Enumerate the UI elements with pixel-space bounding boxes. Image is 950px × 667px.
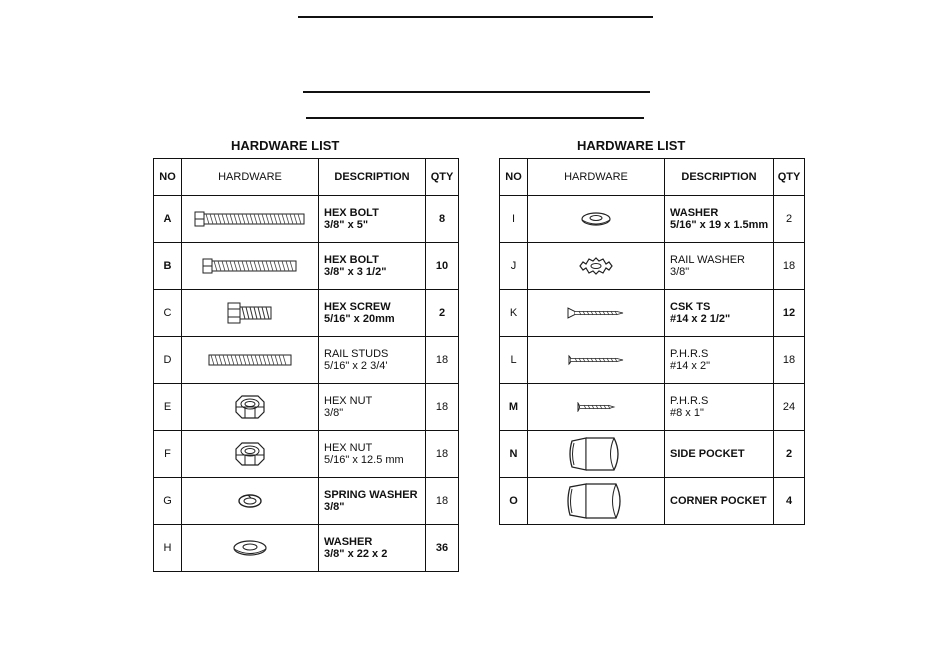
item-description (665, 478, 774, 525)
item-no: K (500, 290, 528, 337)
item-qty: 18 (426, 478, 459, 525)
header-rule-top (298, 16, 653, 18)
item-picture (182, 243, 319, 290)
col-header-no: NO (154, 159, 182, 196)
item-qty: 2 (774, 196, 805, 243)
description-line-2: 5/16" x 19 x 1.5mm (670, 219, 769, 231)
description-line-1: HEX NUT (324, 442, 373, 454)
col-header-description: DESCRIPTION (665, 159, 774, 196)
item-no: O (500, 478, 528, 525)
item-qty: 18 (426, 384, 459, 431)
table-header-row (154, 159, 459, 196)
description-line-2: 3/8" x 5" (324, 219, 369, 231)
item-description (319, 243, 426, 290)
item-description (319, 525, 426, 572)
item-no: D (154, 337, 182, 384)
item-picture (182, 337, 319, 384)
description-line-1: SIDE POCKET (670, 448, 745, 460)
item-description (319, 384, 426, 431)
item-no: C (154, 290, 182, 337)
description-line-2: 5/16" x 20mm (324, 313, 395, 325)
item-picture (182, 384, 319, 431)
item-picture (528, 384, 665, 431)
rail-stud-icon (208, 353, 292, 367)
col-header-qty: QTY (774, 159, 805, 196)
table-row (154, 525, 459, 572)
item-description (319, 196, 426, 243)
item-no: M (500, 384, 528, 431)
item-picture (182, 290, 319, 337)
item-qty: 10 (426, 243, 459, 290)
item-no: F (154, 431, 182, 478)
table-row (500, 478, 805, 525)
item-description (665, 384, 774, 431)
table-row (154, 196, 459, 243)
hex-bolt-long-icon (194, 210, 306, 228)
item-description (319, 290, 426, 337)
item-no: I (500, 196, 528, 243)
item-no: H (154, 525, 182, 572)
hex-nut-icon (233, 394, 267, 420)
right-hardware-table (499, 158, 805, 525)
table-row (154, 243, 459, 290)
col-header-no: NO (500, 159, 528, 196)
item-description (665, 243, 774, 290)
item-picture (182, 525, 319, 572)
table-row (500, 384, 805, 431)
phrs-screw-long-icon (567, 354, 625, 366)
item-picture (528, 337, 665, 384)
table-row (500, 196, 805, 243)
description-line-1: WASHER (670, 207, 719, 219)
description-line-2: 3/8" (670, 266, 690, 278)
description-line-1: P.H.R.S (670, 348, 709, 360)
description-line-1: HEX BOLT (324, 254, 379, 266)
item-picture (182, 431, 319, 478)
description-line-1: HEX NUT (324, 395, 373, 407)
right-list-title: HARDWARE LIST (577, 138, 686, 153)
item-picture (182, 196, 319, 243)
description-line-2: 3/8" x 22 x 2 (324, 548, 388, 560)
item-picture (528, 290, 665, 337)
col-header-hardware: HARDWARE (528, 159, 665, 196)
item-qty: 8 (426, 196, 459, 243)
description-line-1: WASHER (324, 536, 373, 548)
item-no: A (154, 196, 182, 243)
description-line-2: 3/8" (324, 407, 344, 419)
item-qty: 24 (774, 384, 805, 431)
header-rule-bottom (306, 117, 644, 119)
description-line-1: RAIL WASHER (670, 254, 745, 266)
description-line-2: #14 x 2" (670, 360, 710, 372)
item-no: E (154, 384, 182, 431)
item-description (319, 337, 426, 384)
item-no: L (500, 337, 528, 384)
washer-icon (232, 539, 268, 557)
hex-screw-icon (227, 301, 273, 325)
item-qty: 2 (774, 431, 805, 478)
table-row (154, 337, 459, 384)
item-qty: 2 (426, 290, 459, 337)
description-line-2: #14 x 2 1/2" (670, 313, 731, 325)
table-row (154, 478, 459, 525)
item-qty: 18 (774, 337, 805, 384)
table-row (500, 337, 805, 384)
header-rule-middle (303, 91, 650, 93)
col-header-qty: QTY (426, 159, 459, 196)
description-line-1: CSK TS (670, 301, 711, 313)
description-line-2: 3/8" (324, 501, 345, 513)
rail-washer-icon (576, 255, 616, 277)
item-qty: 4 (774, 478, 805, 525)
table-row (154, 431, 459, 478)
left-hardware-table (153, 158, 459, 572)
description-line-2: 3/8" x 3 1/2" (324, 266, 387, 278)
item-qty: 18 (774, 243, 805, 290)
item-description (319, 478, 426, 525)
item-picture (528, 478, 665, 525)
description-line-1: HEX SCREW (324, 301, 391, 313)
item-qty: 18 (426, 337, 459, 384)
side-pocket-icon (566, 435, 626, 473)
table-row (154, 384, 459, 431)
item-no: G (154, 478, 182, 525)
item-qty: 36 (426, 525, 459, 572)
item-description (319, 431, 426, 478)
description-line-1: CORNER POCKET (670, 495, 767, 507)
item-no: B (154, 243, 182, 290)
description-line-1: HEX BOLT (324, 207, 379, 219)
col-header-description: DESCRIPTION (319, 159, 426, 196)
item-qty: 12 (774, 290, 805, 337)
item-picture (528, 431, 665, 478)
description-line-2: 5/16" x 12.5 mm (324, 454, 404, 466)
table-row (154, 290, 459, 337)
description-line-1: P.H.R.S (670, 395, 709, 407)
washer-icon (580, 211, 612, 227)
table-header-row (500, 159, 805, 196)
description-line-1: SPRING WASHER (324, 489, 418, 501)
item-description (665, 196, 774, 243)
item-description (665, 290, 774, 337)
description-line-1: RAIL STUDS (324, 348, 389, 360)
item-picture (528, 196, 665, 243)
spring-washer-icon (237, 493, 263, 509)
corner-pocket-icon (564, 481, 628, 521)
csk-screw-icon (567, 307, 625, 319)
hex-nut-small-icon (233, 440, 267, 468)
table-row (500, 431, 805, 478)
left-list-title: HARDWARE LIST (231, 138, 340, 153)
description-line-2: #8 x 1" (670, 407, 704, 419)
item-picture (528, 243, 665, 290)
item-description (665, 431, 774, 478)
hex-bolt-medium-icon (202, 257, 298, 275)
col-header-hardware: HARDWARE (182, 159, 319, 196)
description-line-2: 5/16" x 2 3/4' (324, 360, 388, 372)
item-description (665, 337, 774, 384)
item-no: J (500, 243, 528, 290)
item-picture (182, 478, 319, 525)
table-row (500, 243, 805, 290)
item-no: N (500, 431, 528, 478)
phrs-screw-short-icon (576, 402, 616, 412)
table-row (500, 290, 805, 337)
item-qty: 18 (426, 431, 459, 478)
